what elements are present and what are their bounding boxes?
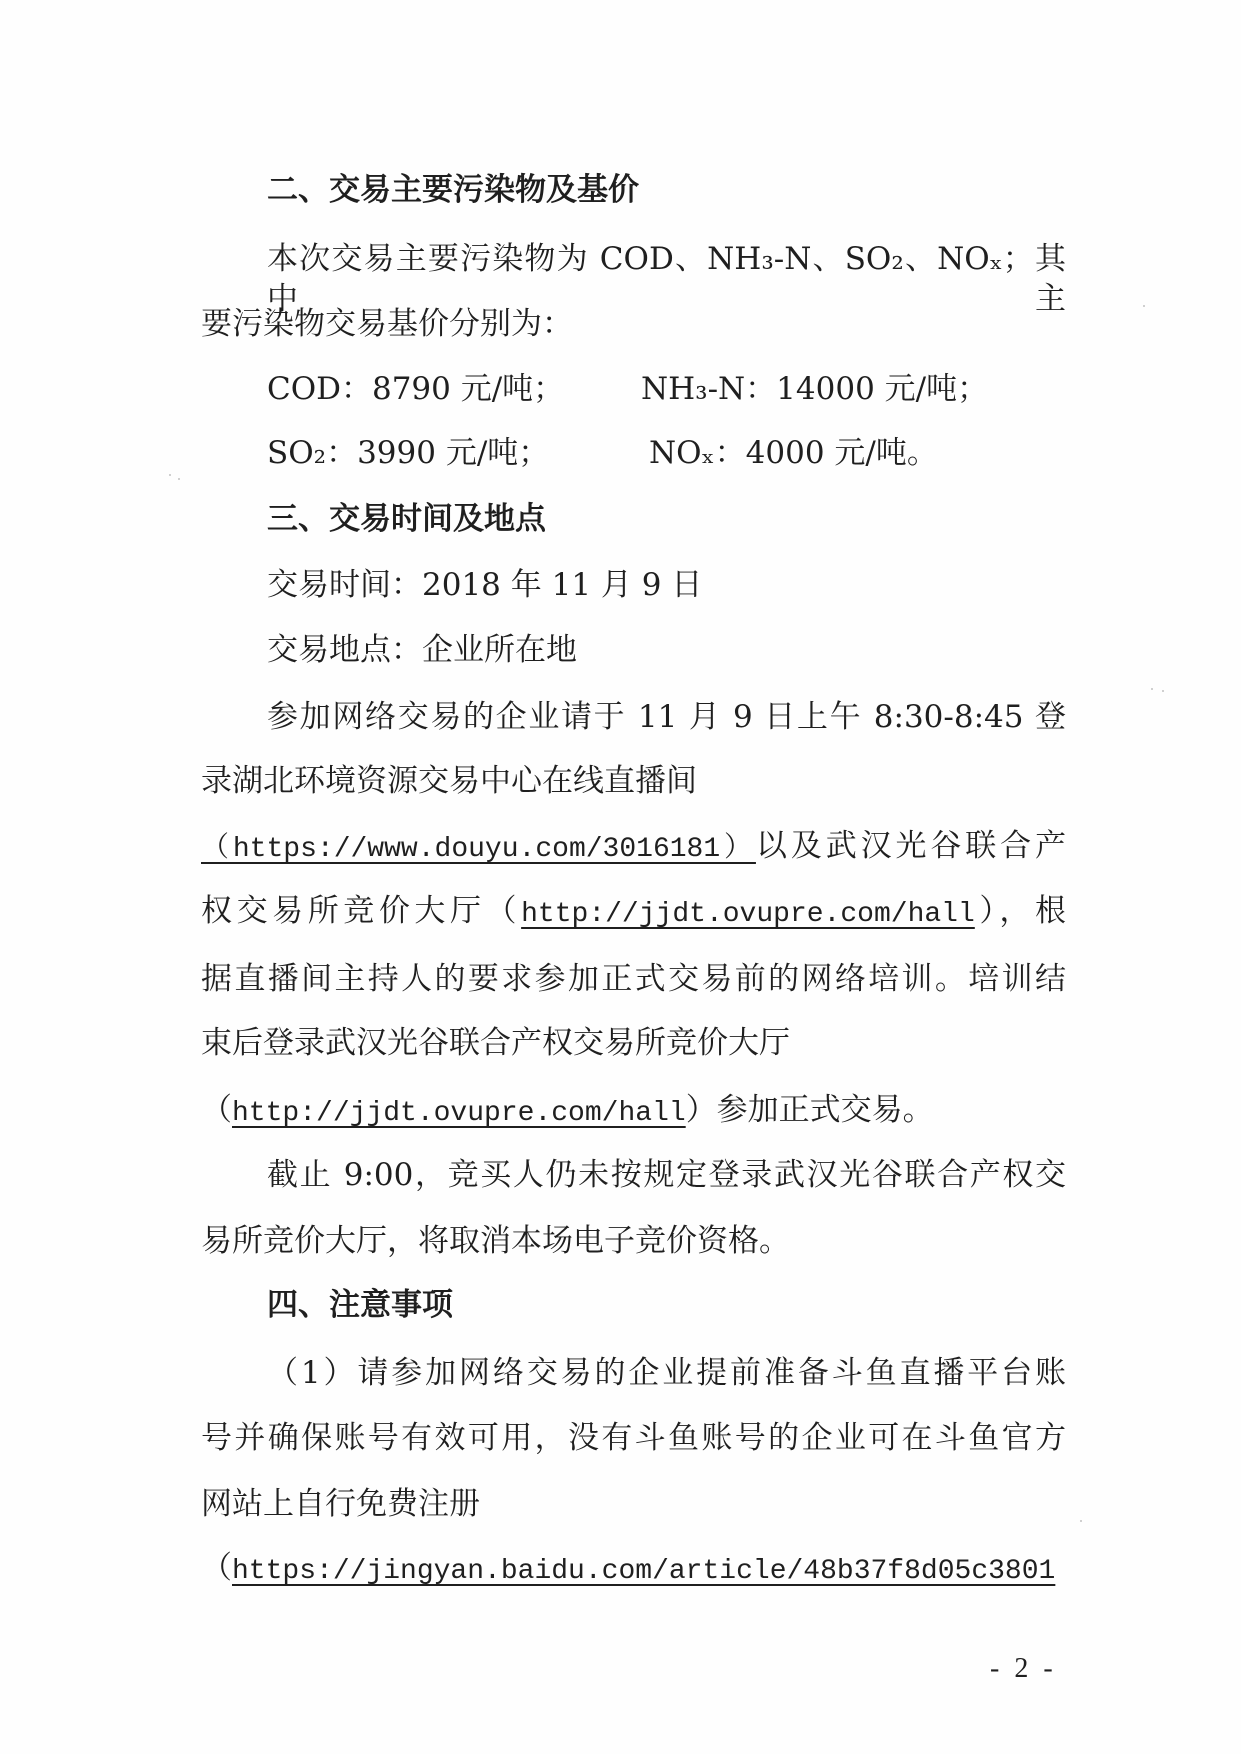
price-so2: SO₂：3990 元/吨； [267,435,550,471]
paragraph-line: 易所竞价大厅，将取消本场电子竞价资格。 [201,1223,790,1259]
text-segment: （ [201,1092,232,1128]
scan-speck [1162,690,1164,692]
paragraph-line [201,891,1066,931]
trade-place: 交易地点：企业所在地 [267,632,577,668]
scan-speck [1143,305,1145,307]
scan-speck [169,474,171,476]
text-segment: （ [201,1550,232,1586]
paragraph-line: 截止 9:00，竞买人仍未按规定登录武汉光谷联合产权交 [267,1157,1066,1193]
paragraph-line [201,1548,1066,1588]
paragraph-line: （1）请参加网络交易的企业提前准备斗鱼直播平台账 [267,1355,1066,1391]
trade-time: 交易时间：2018 年 11 月 9 日 [267,567,703,603]
paragraph-line: 要污染物交易基价分别为： [201,306,573,342]
paragraph-line [201,826,1066,866]
douyu-url: （https://www.douyu.com/3016181） [201,834,756,865]
scan-speck [178,478,180,480]
paragraph-line: 参加网络交易的企业请于 11 月 9 日上午 8:30-8:45 登 [267,699,1066,735]
baidu-jingyan-url: https://jingyan.baidu.com/article/48b37f8d05c3801 [232,1556,1056,1587]
hall-url: http://jjdt.ovupre.com/hall [521,899,975,930]
section-heading-time-place: 三、交易时间及地点 [267,501,546,537]
paragraph-line: 号并确保账号有效可用，没有斗鱼账号的企业可在斗鱼官方 [201,1420,1066,1456]
price-cod: COD：8790 元/吨； [267,371,565,407]
text-segment: ），根 [974,893,1066,929]
section-heading-notes: 四、注意事项 [267,1287,453,1323]
price-nox: NOₓ：4000 元/吨。 [649,435,938,471]
paragraph-line [201,1090,1066,1130]
price-nh3n: NH₃-N：14000 元/吨； [641,371,989,407]
paragraph-line: 录湖北环境资源交易中心在线直播间 [201,763,697,799]
text-segment: ）参加正式交易。 [685,1092,934,1128]
paragraph-line: 束后登录武汉光谷联合产权交易所竞价大厅 [201,1025,790,1061]
paragraph-line: 网站上自行免费注册 [201,1486,480,1522]
text-segment: 权交易所竞价大厅（ [201,893,522,929]
section-heading-pollutants-prices: 二、交易主要污染物及基价 [267,172,639,208]
scan-speck [1080,1520,1082,1522]
text-segment: 以及武汉光谷联合产 [755,828,1067,864]
scan-speck [1151,688,1153,690]
hall-url: http://jjdt.ovupre.com/hall [232,1098,686,1129]
page-number: - 2 - [990,1653,1057,1684]
paragraph-line: 据直播间主持人的要求参加正式交易前的网络培训。培训结 [201,961,1066,997]
paragraph-line: 本次交易主要污染物为 COD、NH₃-N、SO₂、NOₓ；其中主 [267,241,1066,317]
